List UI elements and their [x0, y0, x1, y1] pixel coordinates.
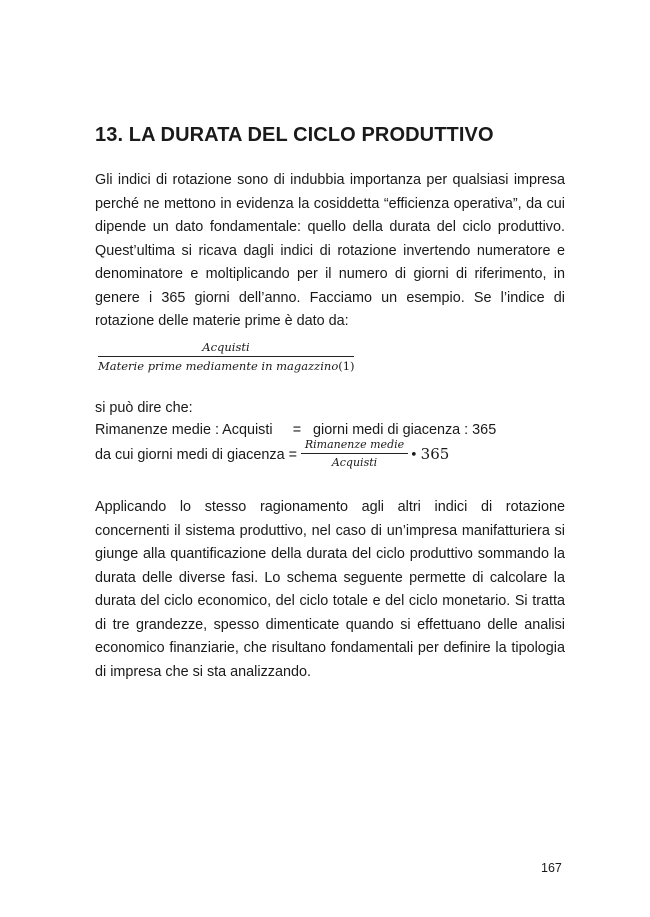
- rotation-index-formula: [98, 340, 354, 373]
- fraction-bar: [98, 356, 354, 357]
- formula-denominator-text: Materie prime mediamente in magazzino: [98, 359, 339, 373]
- giacenza-denominator: Acquisti: [331, 456, 378, 469]
- formula-denominator: [98, 359, 354, 373]
- conclusion-paragraph: Applicando lo stesso ragionamento agli altri indici di rotazione concernenti il sistema produttivo, nel caso di un’impresa manifatturiera si giunge alla quantificazione della durata del ciclo produttivo sommando la durata delle diverse fasi. Lo schema seguente permette di calcolare la durata del ciclo economico, del ciclo totale e del ciclo monetario. Si tratta di tre grandezze, spesso dimenticate quando si effettuano delle analisi economico finanziarie, che risultano fondamentali per definire la tipologia di impresa che si sta analizzando.: [95, 499, 565, 680]
- proportion-equals: =: [292, 422, 302, 438]
- intro-paragraph: Gli indici di rotazione sono di indubbia importanza per qualsiasi impresa perché ne mettono in evidenza la cosiddetta “efficienza operativa”, da cui dipende un dato fondamentale: quello della durata del ciclo produttivo. Quest’ultima si ricava dagli indici di rotazione invertendo numeratore e denominatore e moltiplicando per il numero di giorni di riferimento, in genere i 365 giorni dell’anno. Facciamo un esempio. Se l’indice di rotazione delle materie prime è dato da:: [95, 172, 565, 329]
- si-puo-dire-line: si può dire che:: [95, 400, 193, 416]
- formula-numerator: Acquisti: [202, 340, 250, 354]
- multiplier-value: 365: [420, 445, 450, 463]
- proportion-line: [95, 420, 496, 440]
- section-heading: 13. LA DURATA DEL CICLO PRODUTTIVO: [95, 124, 494, 146]
- footnote-marker: (1): [338, 359, 355, 373]
- proportion-left: Rimanenze medie : Acquisti: [95, 422, 273, 438]
- giacenza-multiplier: [410, 444, 449, 466]
- giacenza-numerator: Rimanenze medie: [304, 438, 405, 451]
- fraction-bar: [301, 453, 408, 454]
- giacenza-formula-prefix: da cui giorni medi di giacenza =: [95, 447, 297, 463]
- page-number: 167: [541, 861, 562, 875]
- giacenza-fraction: [301, 438, 408, 469]
- multiply-operator: •: [410, 448, 418, 463]
- proportion-right: giorni medi di giacenza : 365: [313, 422, 497, 438]
